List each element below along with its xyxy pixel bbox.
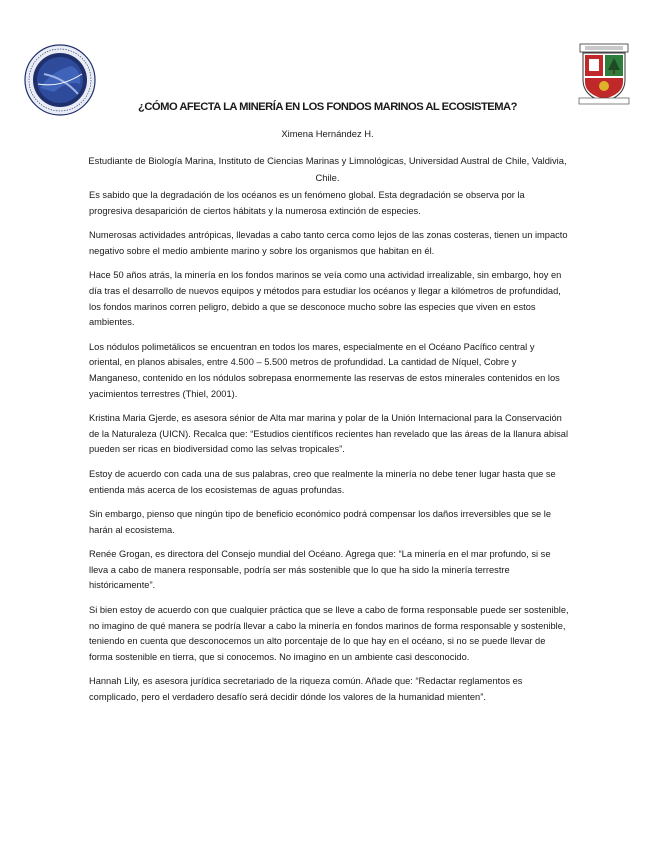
university-crest-icon (577, 42, 631, 106)
author-name: Ximena Hernández H. (281, 128, 374, 139)
paragraph: Renée Grogan, es directora del Consejo mundial del Océano. Agrega que: “La minería en el mar profundo, si se lleva a cabo de manera responsable, podría ser más sostenible que lo que ha sido la minería terrestre históricamente”. (89, 549, 551, 591)
paragraph: Estoy de acuerdo con cada una de sus palabras, creo que realmente la minería no debe tener lugar hasta que se entienda más acerca de los ecosistemas de aguas profundas. (89, 468, 556, 495)
paragraph: Hace 50 años atrás, la minería en los fondos marinos se veía como una actividad irrealizable, sin embargo, hoy en día tras el desarrollo de nuevos equipos y métodos para estudiar los océanos y llegar a kilómetros de profundidad, los fondos marinos corren peligro, debido a que se desconoce mucho sobre las especies que viven en estos ambientes. (89, 270, 562, 328)
paragraph: Los nódulos polimetálicos se encuentran en todos los mares, especialmente en el Océano Pacífico central y oriental, en planos abisales, entre 4.500 – 5.500 metros de profundidad. La cantidad de Níquel, Cobre y Manganeso, contenido en los nódulos sobrepasa enormemente las reservas de estos minerales contenidos en los yacimientos terrestres (Thiel, 2001). (89, 341, 560, 399)
paragraph: Numerosas actividades antrópicas, llevadas a cabo tanto cerca como lejos de las zonas costeras, tienen un impacto negativo sobre el medio ambiente marino y sobre los organismos que habitan en él. (89, 230, 568, 256)
document-title: ¿CÓMO AFECTA LA MINERÍA EN LOS FONDOS MARINOS AL ECOSISTEMA? (138, 101, 517, 113)
paragraph: Es sabido que la degradación de los océanos es un fenómeno global. Esta degradación se observa por la progresiva desaparición de ciertos hábitats y la numerosa extinción de especies. (89, 190, 525, 216)
paragraph: Kristina Maria Gjerde, es asesora sénior de Alta mar marina y polar de la Unión Internacional para la Conservación de la Naturaleza (UICN). Recalca que: “Estudios científicos recientes han revelado que las áreas de la llanura abisal pueden ser ricas en biodiversidad como las selvas tropicales”. (89, 413, 569, 455)
paragraph: Sin embargo, pienso que ningún tipo de beneficio económico podrá compensar los daños irreversibles que se le harán al ecosistema. (89, 509, 552, 535)
paragraph: Si bien estoy de acuerdo con que cualquier práctica que se lleve a cabo de forma responsable puede ser sostenible, no imagino de qué manera se podría llevar a cabo la minería en fondos marinos de forma responsable y sostenible, teniendo en cuenta que desconocemos un alto porcentaje de lo que hay en el océano, si no se puede llevar de forma sostenible en tierra, que si conocemos. No imagino en un ambiente casi desconocido. (89, 605, 569, 662)
paragraph: Hannah Lily, es asesora jurídica secretariado de la riqueza común. Añade que: “Redactar reglamentos es complicado, pero el verdadero desafío será decidir dónde los valores de la humanidad mienten”. (89, 676, 523, 703)
article-body (89, 188, 569, 715)
author-affiliation: Estudiante de Biología Marina, Instituto de Ciencias Marinas y Limnológicas, Universidad Austral de Chile, Valdivia, Chile. (88, 155, 567, 183)
